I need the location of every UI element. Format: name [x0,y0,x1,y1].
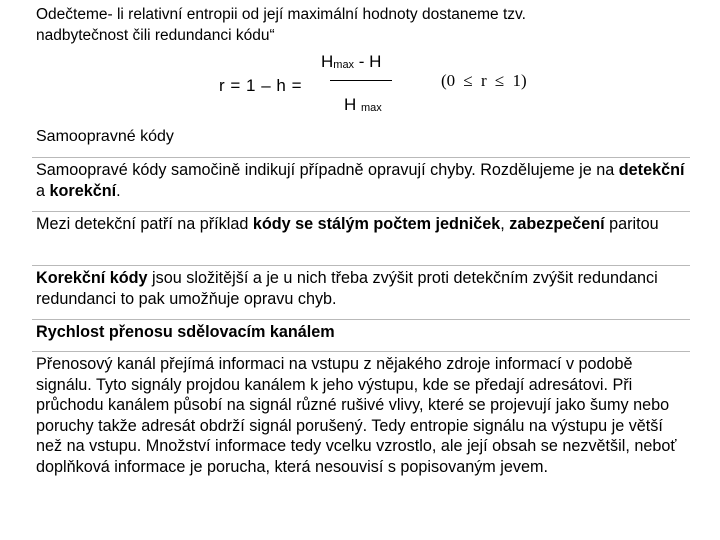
bold-constant-ones-codes: kódy se stálým počtem jedniček [252,215,501,233]
formula-lhs: r = 1 – h = [219,76,302,95]
paragraph-text: Přenosový kanál přejímá informaci na vstupu z nějakého zdroje informací v podobě signálu. Tyto signály projdou kanálem k jeho výstupu, kde se předají adresátovi. Při průchodu kanálem působí na signál různé rušivé vlivy, které se projevují jako šumy nebo poruchy takže adresát obdrží signál porušený. Tedy entropie signálu na výstupu je větší než na vstupu. Množství informace tedy vcelku vzrostlo, ale její obsah se nezvětšil, neboť doplňková informace je porucha, která nesouvisí s popisovaným jevem. [36,355,677,476]
bold-detekcni: detekční [618,161,685,179]
text-run: . [116,181,121,200]
intro-line-1: Odečteme- li relativní entropii od její maximální hodnoty dostaneme tzv. [36,6,526,23]
paragraph-self-correcting-intro [32,157,690,201]
bold-korekcni: korekční [49,181,117,200]
formula-numerator [321,52,381,72]
formula-denominator [344,95,382,115]
paragraph-text [36,268,690,309]
section-heading-block [32,319,690,343]
bold-korekcni-kody: Korekční kódy [36,269,148,287]
bold-zabezpeceni: zabezpečení [509,215,605,233]
paragraph-transmission-channel [32,351,690,477]
fraction-bar [330,80,392,81]
formula-range: (0 ≤ r ≤ 1) [441,71,527,90]
denominator-max: max [361,102,382,114]
text-run: jsou složitější a je u nich třeba zvýšit proti detekčním zvýšit redundanci redundanci to pak umožňuje opravu chyb. [36,269,658,308]
numerator-minus-h: - H [354,52,382,71]
denominator-h: H [344,95,357,114]
section-heading-transmission-rate [36,322,690,343]
text-run: Samoopravé kódy samočině indikují případně opravují chyby. Rozdělujeme je na [36,161,619,179]
section-heading-self-correcting-codes: Samoopravné kódy [36,128,174,145]
paragraph-text [36,214,690,235]
text-run: paritou [604,215,659,233]
numerator-h: H [321,52,334,71]
numerator-max: max [333,59,355,71]
paragraph-detection-codes [32,211,690,235]
text-run: Mezi detekční patří na příklad [36,215,253,233]
heading-text: Rychlost přenosu sdělovacím kanálem [36,323,335,341]
text-run: a [36,181,50,200]
intro-line-2: nadbytečnost čili redundanci kódu“ [36,27,275,44]
paragraph-correction-codes [32,265,690,309]
redundancy-formula [0,0,720,120]
paragraph-text [36,160,690,201]
text-run: , [500,215,510,233]
